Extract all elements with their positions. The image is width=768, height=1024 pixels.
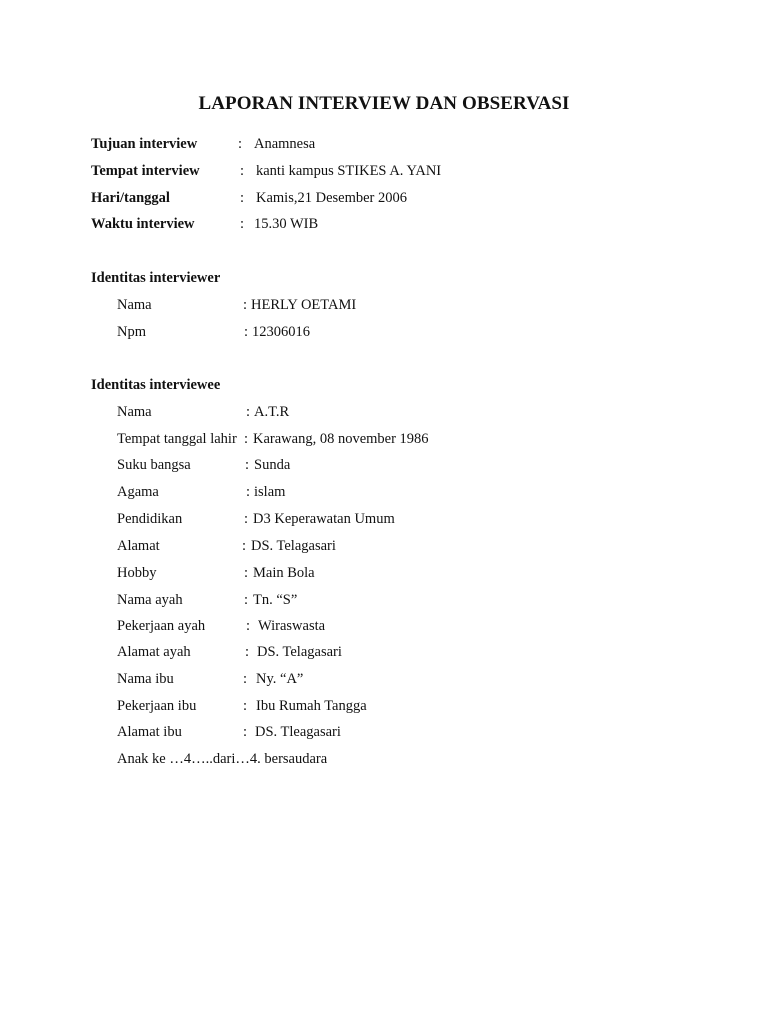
sibling-order-text: Anak ke …4…..dari…4. bersaudara	[117, 751, 328, 767]
interviewee-row-education	[117, 509, 617, 529]
colon-separator: :	[245, 457, 250, 473]
colon-separator: :	[246, 404, 251, 420]
colon-separator: :	[244, 592, 249, 608]
colon-separator: :	[240, 216, 245, 232]
interviewee-heading: Identitas interviewee	[91, 377, 221, 393]
field-value: islam	[254, 484, 286, 500]
field-label: Alamat ibu	[117, 724, 182, 740]
header-value: Kamis,21 Desember 2006	[256, 190, 408, 206]
header-label: Tujuan interview	[91, 136, 198, 152]
interviewee-row-address	[117, 536, 617, 556]
colon-separator: :	[243, 698, 248, 714]
field-value: DS. Telagasari	[257, 644, 342, 660]
colon-separator: :	[244, 511, 249, 527]
document-title: LAPORAN INTERVIEW DAN OBSERVASI	[198, 93, 570, 114]
colon-separator: :	[243, 671, 248, 687]
interviewee-row-hobby	[117, 563, 617, 583]
interviewee-row-religion	[117, 482, 617, 502]
field-label: Pekerjaan ibu	[117, 698, 197, 714]
header-row-purpose	[91, 134, 591, 154]
field-label: Suku bangsa	[117, 457, 191, 473]
interviewee-row-mother-job	[117, 696, 617, 716]
colon-separator: :	[243, 297, 248, 313]
interviewee-row-mother-name	[117, 669, 617, 689]
colon-separator: :	[240, 190, 245, 206]
field-value: HERLY OETAMI	[251, 297, 357, 313]
colon-separator: :	[244, 565, 249, 581]
interviewee-row-father-job	[117, 616, 617, 636]
header-label: Waktu interview	[91, 216, 195, 232]
field-value: 12306016	[252, 324, 310, 340]
field-value: DS. Telagasari	[251, 538, 336, 554]
field-value: Karawang, 08 november 1986	[253, 431, 429, 447]
field-value: Sunda	[254, 457, 291, 473]
colon-separator: :	[246, 484, 251, 500]
colon-separator: :	[240, 163, 245, 179]
field-value: A.T.R	[254, 404, 290, 420]
colon-separator: :	[243, 724, 248, 740]
interviewee-row-name	[117, 402, 617, 422]
header-label: Hari/tanggal	[91, 190, 170, 206]
interviewer-row-npm	[117, 322, 617, 342]
field-value: Main Bola	[253, 565, 315, 581]
field-label: Npm	[117, 324, 146, 340]
header-value: kanti kampus STIKES A. YANI	[256, 163, 442, 179]
header-label: Tempat interview	[91, 163, 200, 179]
field-label: Nama	[117, 297, 152, 313]
field-label: Hobby	[117, 565, 157, 581]
header-value: 15.30 WIB	[254, 216, 319, 232]
field-value: Wiraswasta	[258, 618, 326, 634]
field-value: Ny. “A”	[256, 671, 304, 687]
colon-separator: :	[244, 324, 249, 340]
header-row-place	[91, 161, 591, 181]
field-value: Tn. “S”	[253, 592, 298, 608]
field-value: Ibu Rumah Tangga	[256, 698, 367, 714]
field-value: DS. Tleagasari	[255, 724, 341, 740]
interviewee-row-mother-address	[117, 722, 617, 742]
header-row-date	[91, 188, 591, 208]
colon-separator: :	[242, 538, 247, 554]
colon-separator: :	[246, 618, 251, 634]
field-label: Pekerjaan ayah	[117, 618, 206, 634]
interviewee-row-ethnicity	[117, 455, 617, 475]
field-label: Nama ibu	[117, 671, 174, 687]
header-row-time	[91, 214, 591, 234]
interviewer-row-name	[117, 295, 617, 315]
colon-separator: :	[244, 431, 249, 447]
colon-separator: :	[238, 136, 243, 152]
interviewee-row-birth	[117, 429, 617, 449]
field-label: Agama	[117, 484, 159, 500]
interviewer-heading: Identitas interviewer	[91, 270, 221, 286]
field-label: Alamat	[117, 538, 160, 554]
interviewee-row-sibling	[117, 749, 617, 769]
header-value: Anamnesa	[254, 136, 316, 152]
interviewee-row-father-address	[117, 642, 617, 662]
field-label: Tempat tanggal lahir	[117, 431, 237, 447]
interviewee-row-father-name	[117, 590, 617, 610]
field-label: Nama	[117, 404, 152, 420]
field-label: Alamat ayah	[117, 644, 191, 660]
field-label: Nama ayah	[117, 592, 183, 608]
colon-separator: :	[245, 644, 250, 660]
field-label: Pendidikan	[117, 511, 183, 527]
field-value: D3 Keperawatan Umum	[253, 511, 395, 527]
